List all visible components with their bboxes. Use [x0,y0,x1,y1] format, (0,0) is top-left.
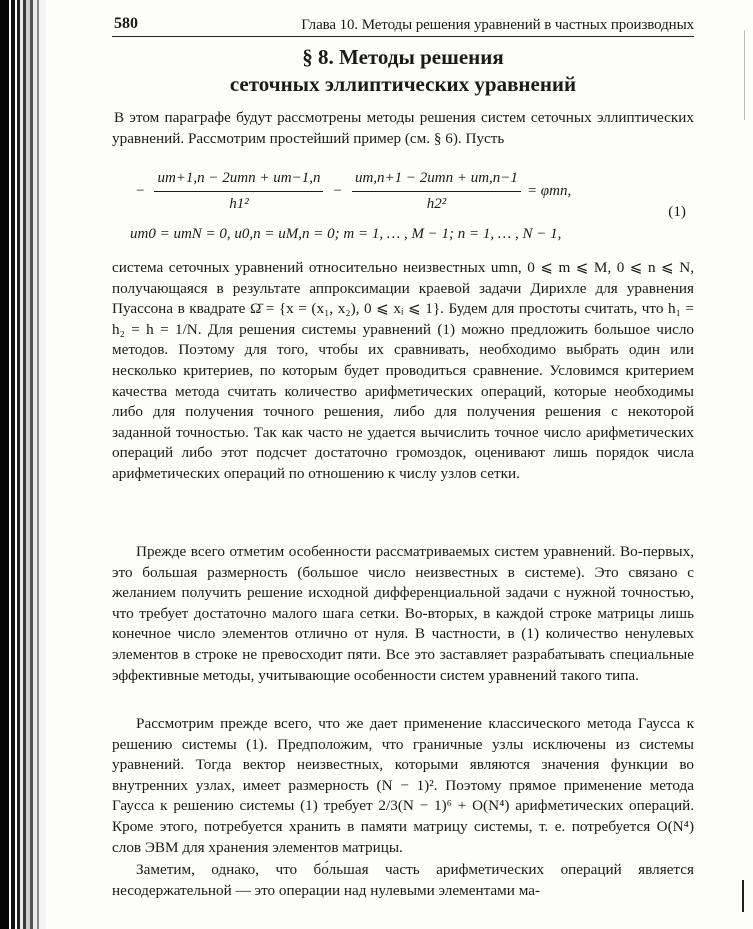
equation-line-2: um0 = umN = 0, u0,n = uM,n = 0; m = 1, … , M − 1; n = 1, … , N − 1, [130,226,562,242]
minus-sign: − [136,182,145,199]
fraction-1-numerator: um+1,n − 2umn + um−1,n [154,168,323,192]
fraction-2 [352,168,521,214]
section-title-line-2: сеточных эллиптических уравнений [229,72,577,96]
page-header [112,14,694,37]
equation-line-1 [132,168,571,214]
page-edge-mark [744,30,745,120]
paragraph-system-description: система сеточных уравнений относительно неизвестных umn, 0 ⩽ m ⩽ M, 0 ⩽ n ⩽ N, получающаяся в результате аппроксимации краевой задачи Дирихле для уравнения Пуассона в квадрате Ω̄ = {x = (x₁, x₂), 0 ⩽ xᵢ ⩽ 1}. Будем для простоты считать, что h₁ = h₂ = h = 1/N. Для решения системы уравнений (1) можно предложить большое число методов. Поэтому для того, чтобы их сравнивать, необходимо выбрать один или несколько критериев, по которым будет проводиться сравнение. Условимся критерием качества метода считать количество арифметических операций, которые необходимы либо для получения точного решения, либо для получения решения с некоторой заданной точностью. Так как часто не удается вычислить точное число арифметических операций либо этот подсчет достаточно громоздок, оценивают лишь порядок числа арифметических операций по отношению к числу узлов сетки. [112,259,694,482]
paragraph-note: Заметим, однако, что бо́льшая часть арифметических операций является несодержательной — это операции над нулевыми элементами ма- [112,861,694,899]
book-spine-shadow [0,0,46,929]
minus-sign: − [333,182,342,199]
equation-1 [112,168,694,252]
equation-rhs: = φmn, [526,182,572,199]
fraction-2-numerator: um,n+1 − 2umn + um,n−1 [352,168,521,192]
fraction-1-denominator: h1² [229,195,249,212]
paragraph-features: Прежде всего отметим особенности рассматриваемых систем уравнений. Во-первых, это большая размерность (большое число неизвестных в системе). Это связано с желанием получить решение исходной дифференциальной задачи с нужной точностью, что требует достаточно малого шага сетки. Во-вторых, в каждой строке матрицы лишь конечное число элементов отлично от нуля. В частности, в (1) количество ненулевых элементов в строке не превосходит пяти. Все это заставляет разрабатывать специальные эффективные методы, учитывающие особенности систем уравнений такого типа. [112,543,694,684]
fraction-1 [154,168,323,214]
running-head: Глава 10. Методы решения уравнений в частных производных [301,17,694,33]
paragraph-gauss: Рассмотрим прежде всего, что же дает применение классического метода Гаусса к решению системы (1). Предположим, что граничные узлы исключены из системы уравнений. Тогда вектор неизвестных, которыми являются значения функции во внутренних узлах, имеет размерность (N − 1)². Поэтому прямое применение метода Гаусса к решению системы (1) требует 2/3(N − 1)⁶ + O(N⁴) арифметических операций. Кроме этого, потребуется хранить в памяти матрицу системы, т. е. потребуется O(N⁴) слов ЭВМ для хранения элементов матрицы. [112,715,694,856]
equation-number: (1) [668,203,686,220]
paragraph-intro: В этом параграфе будут рассмотрены методы решения систем сеточных эллиптических уравнений. Рассмотрим простейший пример (см. § 6). Пусть [112,109,694,147]
fraction-2-denominator: h2² [426,195,447,212]
page-number: 580 [114,15,138,32]
section-title-line-1: § 8. Методы решения [302,45,504,69]
section-title [112,44,694,98]
page-edge-mark [742,880,744,912]
